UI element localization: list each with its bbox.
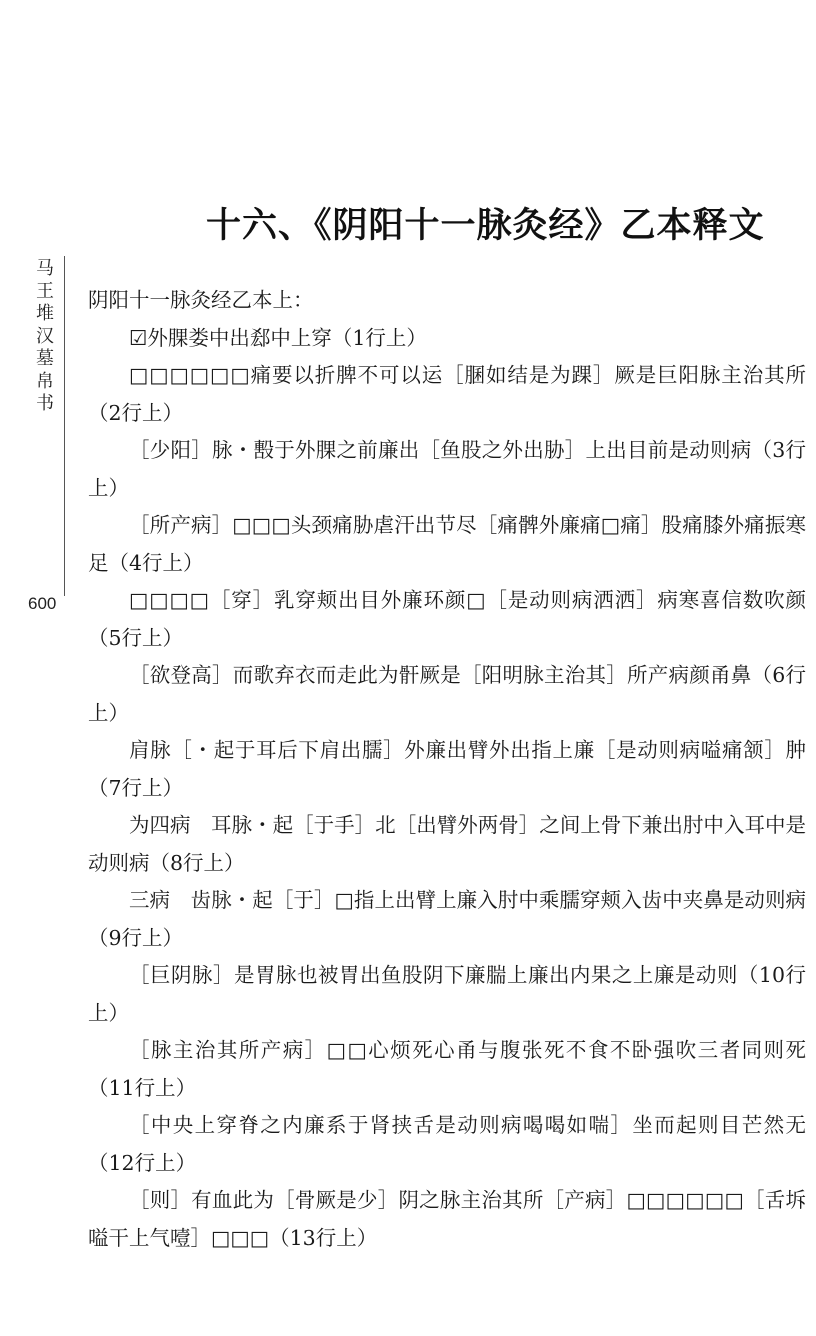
- paragraph-7: 肩脉［・起于耳后下肩出臑］外廉出臂外出指上廉［是动则病嗌痛颔］肿（7行上）: [88, 738, 806, 800]
- side-divider: [64, 256, 65, 596]
- section-heading: 阴阳十一脉灸经乙本上：: [88, 288, 314, 312]
- paragraph-9: 三病 齿脉・起［于］□指上出臂上廉入肘中乘臑穿颊入齿中夹鼻是动则病（9行上）: [88, 888, 806, 950]
- paragraph-5: □□□□［穿］乳穿颊出目外廉环颜□［是动则病洒洒］病寒喜信数吹颜（5行上）: [88, 588, 806, 650]
- paragraph-8: 为四病 耳脉・起［于手］北［出臂外两骨］之间上骨下兼出肘中入耳中是动则病（8行上）: [88, 813, 806, 875]
- paragraph-1: ☑外腂娄中出郄中上穿（1行上）: [129, 325, 427, 350]
- paragraph-3: ［少阳］脉・毄于外腂之前廉出［鱼股之外出胁］上出目前是动则病（3行上）: [88, 438, 806, 500]
- text-body: [88, 282, 806, 1257]
- paragraph-10: ［巨阴脉］是胃脉也被胃出鱼股阴下廉腨上廉出内果之上廉是动则（10行上）: [88, 963, 806, 1025]
- page-title: 十六、《阴阳十一脉灸经》乙本释文: [206, 206, 765, 246]
- paragraph-6: ［欲登高］而歌弃衣而走此为骭厥是［阳明脉主治其］所产病颜甬鼻（6行上）: [88, 663, 806, 725]
- paragraph-4: ［所产病］□□□头颈痛胁虐汗出节尽［痛髀外廉痛□痛］股痛膝外痛振寒足（4行上）: [88, 513, 806, 575]
- page-number: 600: [28, 594, 57, 613]
- paragraph-13: ［则］有血此为［骨厥是少］阴之脉主治其所［产病］□□□□□□［舌坼嗌干上气噎］□□□（13行上）: [88, 1188, 806, 1250]
- paragraph-2: □□□□□□痛要以折脾不可以运［䐃如结是为踝］厥是巨阳脉主治其所（2行上）: [88, 363, 806, 425]
- paragraph-11: ［脉主治其所产病］□□心烦死心甬与腹张死不食不卧强吹三者同则死（11行上）: [88, 1038, 806, 1100]
- paragraph-12: ［中央上穿脊之内廉系于肾挟舌是动则病喝喝如喘］坐而起则目芒然无（12行上）: [88, 1113, 806, 1175]
- running-title: 马王堆汉墓帛书: [36, 258, 54, 414]
